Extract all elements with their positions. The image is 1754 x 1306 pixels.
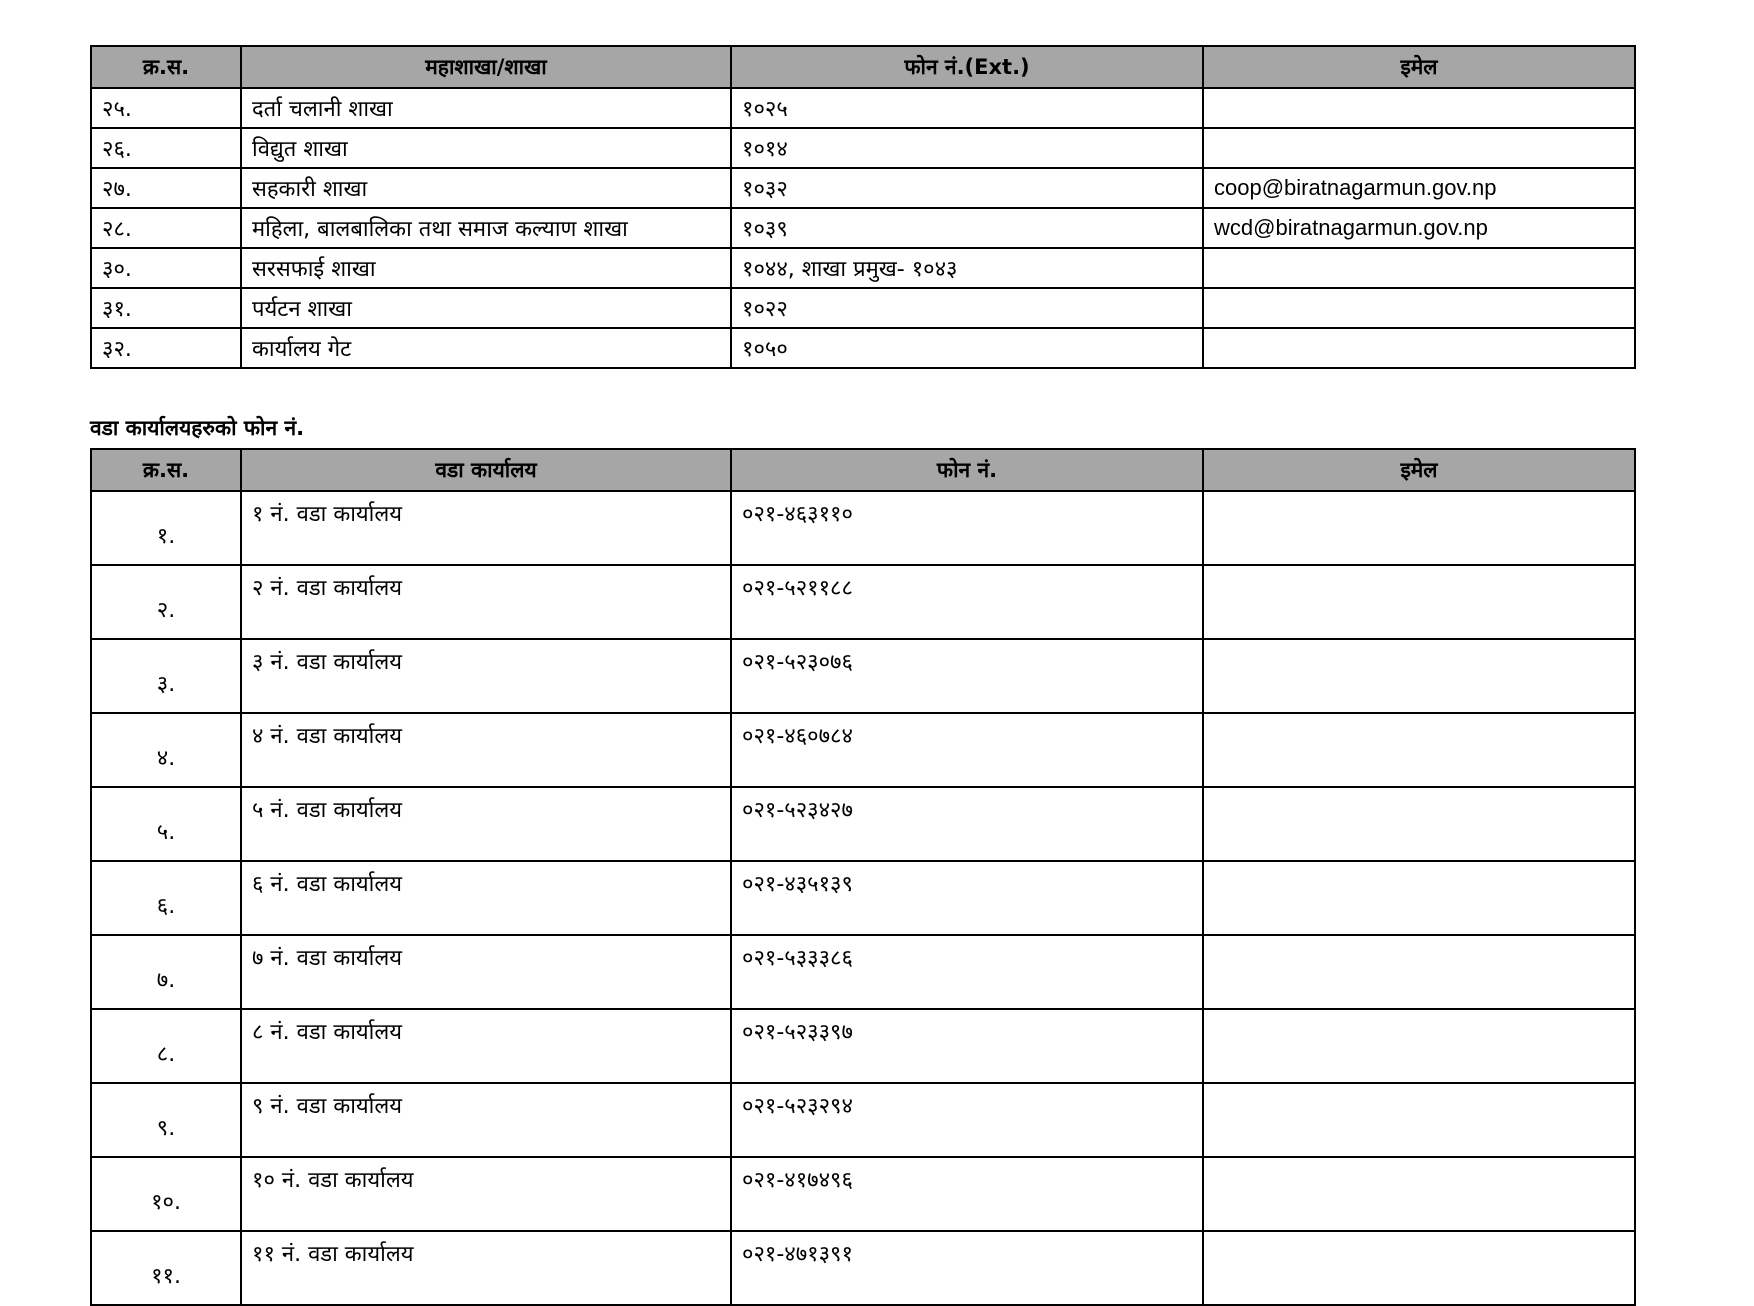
phone-cell: १०३२ bbox=[731, 168, 1203, 208]
serial-cell: २८. bbox=[91, 208, 241, 248]
email-cell bbox=[1203, 491, 1635, 565]
table-row bbox=[91, 639, 1635, 713]
email-cell bbox=[1203, 1157, 1635, 1231]
table-row bbox=[91, 88, 1635, 128]
table-row bbox=[91, 565, 1635, 639]
table-header-row bbox=[91, 46, 1635, 88]
table-row bbox=[91, 248, 1635, 288]
serial-cell: १. bbox=[91, 491, 241, 565]
serial-cell: ५. bbox=[91, 787, 241, 861]
table-row bbox=[91, 491, 1635, 565]
table-row bbox=[91, 1009, 1635, 1083]
name-cell: ९ नं. वडा कार्यालय bbox=[241, 1083, 731, 1157]
phone-cell: ०२१-४१७४९६ bbox=[731, 1157, 1203, 1231]
header-serial: क्र.स. bbox=[91, 46, 241, 88]
table-row bbox=[91, 713, 1635, 787]
phone-cell: १०१४ bbox=[731, 128, 1203, 168]
name-cell: ४ नं. वडा कार्यालय bbox=[241, 713, 731, 787]
phone-cell: ०२१-५२३०७६ bbox=[731, 639, 1203, 713]
email-cell bbox=[1203, 935, 1635, 1009]
name-cell: २ नं. वडा कार्यालय bbox=[241, 565, 731, 639]
email-cell: wcd@biratnagarmun.gov.np bbox=[1203, 208, 1635, 248]
table-row bbox=[91, 128, 1635, 168]
header-serial: क्र.स. bbox=[91, 449, 241, 491]
phone-cell: १०४४, शाखा प्रमुख- १०४३ bbox=[731, 248, 1203, 288]
header-phone-ext: फोन नं.(Ext.) bbox=[731, 46, 1203, 88]
phone-cell: १०२२ bbox=[731, 288, 1203, 328]
table-row bbox=[91, 1231, 1635, 1305]
serial-cell: ३. bbox=[91, 639, 241, 713]
serial-cell: १०. bbox=[91, 1157, 241, 1231]
table-row bbox=[91, 787, 1635, 861]
serial-cell: ४. bbox=[91, 713, 241, 787]
email-cell bbox=[1203, 128, 1635, 168]
name-cell: महिला, बालबालिका तथा समाज कल्याण शाखा bbox=[241, 208, 731, 248]
email-cell bbox=[1203, 328, 1635, 368]
serial-cell: ३१. bbox=[91, 288, 241, 328]
table-row bbox=[91, 328, 1635, 368]
phone-cell: ०२१-४३५१३९ bbox=[731, 861, 1203, 935]
table-row bbox=[91, 935, 1635, 1009]
branch-table-body bbox=[91, 88, 1635, 368]
email-cell bbox=[1203, 787, 1635, 861]
name-cell: ६ नं. वडा कार्यालय bbox=[241, 861, 731, 935]
branch-contact-table bbox=[90, 45, 1636, 369]
name-cell: ८ नं. वडा कार्यालय bbox=[241, 1009, 731, 1083]
email-cell bbox=[1203, 1009, 1635, 1083]
name-cell: सरसफाई शाखा bbox=[241, 248, 731, 288]
phone-cell: १०५० bbox=[731, 328, 1203, 368]
header-email: इमेल bbox=[1203, 46, 1635, 88]
name-cell: दर्ता चलानी शाखा bbox=[241, 88, 731, 128]
serial-cell: २७. bbox=[91, 168, 241, 208]
serial-cell: ७. bbox=[91, 935, 241, 1009]
email-cell bbox=[1203, 861, 1635, 935]
serial-cell: २. bbox=[91, 565, 241, 639]
phone-cell: ०२१-४६३११० bbox=[731, 491, 1203, 565]
ward-section-heading: वडा कार्यालयहरुको फोन नं. bbox=[90, 416, 305, 440]
phone-cell: १०३९ bbox=[731, 208, 1203, 248]
table-row bbox=[91, 861, 1635, 935]
phone-cell: ०२१-४६०७८४ bbox=[731, 713, 1203, 787]
header-ward-office: वडा कार्यालय bbox=[241, 449, 731, 491]
email-cell: coop@biratnagarmun.gov.np bbox=[1203, 168, 1635, 208]
table-row bbox=[91, 1083, 1635, 1157]
name-cell: विद्युत शाखा bbox=[241, 128, 731, 168]
table-row bbox=[91, 168, 1635, 208]
serial-cell: ३२. bbox=[91, 328, 241, 368]
name-cell: ३ नं. वडा कार्यालय bbox=[241, 639, 731, 713]
email-cell bbox=[1203, 248, 1635, 288]
phone-cell: ०२१-५२३२९४ bbox=[731, 1083, 1203, 1157]
phone-cell: १०२५ bbox=[731, 88, 1203, 128]
serial-cell: ८. bbox=[91, 1009, 241, 1083]
serial-cell: २५. bbox=[91, 88, 241, 128]
email-cell bbox=[1203, 1083, 1635, 1157]
name-cell: १ नं. वडा कार्यालय bbox=[241, 491, 731, 565]
serial-cell: २६. bbox=[91, 128, 241, 168]
email-cell bbox=[1203, 565, 1635, 639]
serial-cell: ९. bbox=[91, 1083, 241, 1157]
name-cell: ११ नं. वडा कार्यालय bbox=[241, 1231, 731, 1305]
table-row bbox=[91, 288, 1635, 328]
table-header-row bbox=[91, 449, 1635, 491]
name-cell: सहकारी शाखा bbox=[241, 168, 731, 208]
email-cell bbox=[1203, 639, 1635, 713]
phone-cell: ०२१-५२११८८ bbox=[731, 565, 1203, 639]
phone-cell: ०२१-४७१३९१ bbox=[731, 1231, 1203, 1305]
header-phone: फोन नं. bbox=[731, 449, 1203, 491]
email-cell bbox=[1203, 1231, 1635, 1305]
ward-table-body bbox=[91, 491, 1635, 1305]
phone-cell: ०२१-५३३३८६ bbox=[731, 935, 1203, 1009]
email-cell bbox=[1203, 713, 1635, 787]
phone-cell: ०२१-५२३३९७ bbox=[731, 1009, 1203, 1083]
email-cell bbox=[1203, 88, 1635, 128]
name-cell: ५ नं. वडा कार्यालय bbox=[241, 787, 731, 861]
header-branch: महाशाखा/शाखा bbox=[241, 46, 731, 88]
table-row bbox=[91, 1157, 1635, 1231]
name-cell: कार्यालय गेट bbox=[241, 328, 731, 368]
serial-cell: ११. bbox=[91, 1231, 241, 1305]
name-cell: पर्यटन शाखा bbox=[241, 288, 731, 328]
name-cell: ७ नं. वडा कार्यालय bbox=[241, 935, 731, 1009]
serial-cell: ६. bbox=[91, 861, 241, 935]
phone-cell: ०२१-५२३४२७ bbox=[731, 787, 1203, 861]
name-cell: १० नं. वडा कार्यालय bbox=[241, 1157, 731, 1231]
header-email: इमेल bbox=[1203, 449, 1635, 491]
serial-cell: ३०. bbox=[91, 248, 241, 288]
ward-contact-table bbox=[90, 448, 1636, 1306]
table-row bbox=[91, 208, 1635, 248]
email-cell bbox=[1203, 288, 1635, 328]
